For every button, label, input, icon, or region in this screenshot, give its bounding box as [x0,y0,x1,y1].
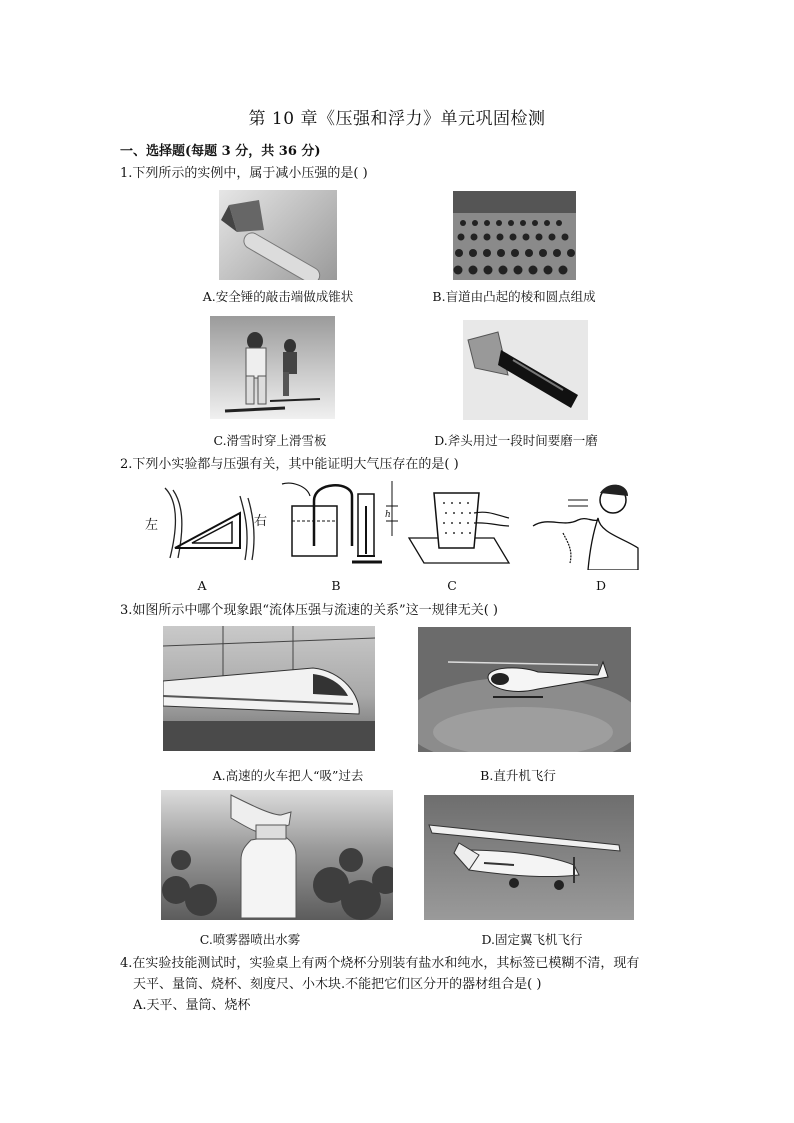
q2-caption-c: C [447,578,457,593]
q3-caption-c: C.喷雾器喷出水雾 [199,932,301,947]
question-4-stem-line-2: 天平、量筒、烧杯、刻度尺、小木块.不能把它们区分开的器材组合是( ) [133,977,542,992]
axe-image [463,320,588,420]
question-1-stem: 1.下列所示的实例中，属于减小压强的是( ) [120,166,368,181]
helicopter-image [418,627,631,752]
q2-caption-b: B [331,578,341,593]
page-title: 第 10 章《压强和浮力》单元巩固检测 [248,109,546,129]
q2-caption-d: D [595,578,607,593]
skiing-image [210,316,335,419]
high-speed-train-image [163,626,375,751]
question-3-stem: 3.如图所示中哪个现象跟“流体压强与流速的关系”这一规律无关( ) [120,603,498,618]
right-label: 右 [254,514,268,529]
q3-caption-a: A.高速的火车把人“吸”过去 [212,768,364,783]
q1-caption-d: D.斧头用过一段时间要磨一磨 [434,433,598,448]
triangle-ruler-figure [140,478,270,568]
q1-caption-c: C.滑雪时穿上滑雪板 [213,433,327,448]
fixed-wing-plane-image [424,795,634,920]
inverted-cup-figure [404,478,514,568]
u-tube-manometer-figure [272,476,412,568]
q1-caption-b: B.盲道由凸起的棱和圆点组成 [432,289,596,304]
question-4-stem-line-1: 4.在实验技能测试时，实验桌上有两个烧杯分别装有盐水和纯水，其标签已模糊不清，现有 [120,956,640,971]
q3-caption-d: D.固定翼飞机飞行 [481,932,583,947]
spray-bottle-image [161,790,393,920]
height-label: h [385,510,391,520]
section-heading: 一、选择题(每题 3 分，共 36 分) [120,144,321,159]
question-2-stem: 2.下列小实验都与压强有关，其中能证明大气压存在的是( ) [120,457,459,472]
q3-caption-b: B.直升机飞行 [480,768,556,783]
safety-hammer-image [219,190,337,280]
q1-caption-a: A.安全锤的敲击端做成锥状 [202,289,354,304]
q2-caption-a: A [197,578,207,593]
blowing-paper-figure [528,478,646,570]
question-4-option-a: A.天平、量筒、烧杯 [133,998,251,1013]
left-label: 左 [145,518,159,533]
tactile-paving-image [453,191,576,280]
